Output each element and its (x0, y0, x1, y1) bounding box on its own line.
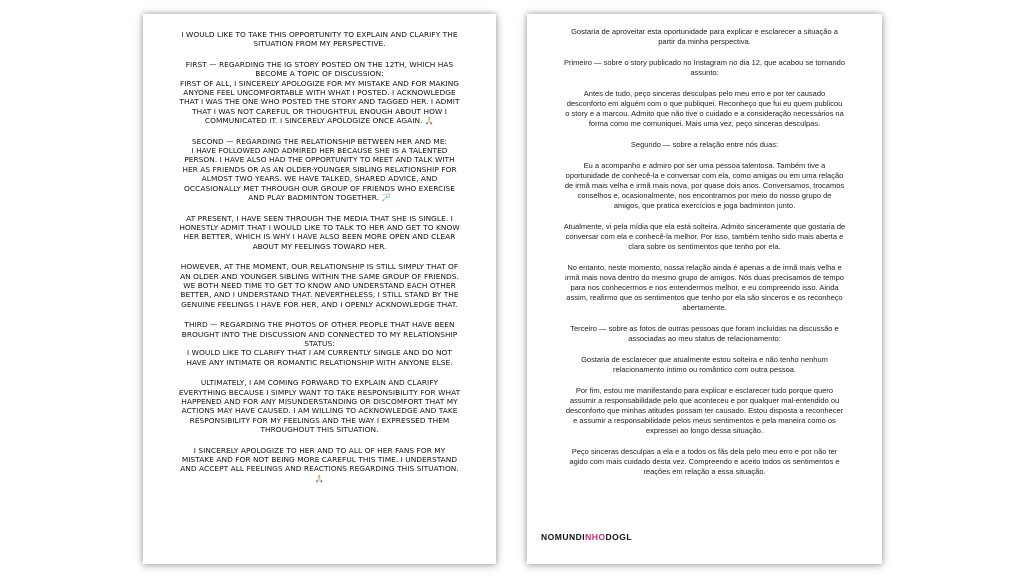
statement-line: clara sobre os sentimentos que tenho por ela. (628, 242, 781, 251)
statement-line: Primeiro — sobre o story publicado no Instagram no dia 12, que acabou se tornando (563, 58, 845, 67)
statement-line: THROUGHOUT THIS SITUATION. (260, 425, 379, 435)
statement-line: irmã mais nova dentro do mesmo grupo de amigos. Nós duas precisamos de tempo (565, 273, 844, 282)
statement-line: THAT I WAS NOT CAREFUL OR THOUGHTFUL ENOUGH ABOUT HOW I (192, 106, 447, 116)
statement-line: para nos conhecermos e nos entendermos melhor, e eu compreendo isso. Ainda (570, 283, 839, 292)
statement-line: GENUINE FEELINGS I HAVE FOR HER, AND I OPENLY ACKNOWLEDGE THAT. (181, 299, 458, 309)
statement-line: No entanto, neste momento, nossa relação ainda é apenas a de irmã mais velha e (567, 263, 842, 272)
statement-line: COMMUNICATED IT. I SINCERELY APOLOGIZE ONCE AGAIN. 🙏🏻 (204, 116, 435, 126)
statement-line: PERSON. I HAVE ALSO HAD THE OPPORTUNITY TO MEET AND TALK WITH (184, 155, 455, 165)
statement-line: I WOULD LIKE TO TAKE THIS OPPORTUNITY TO EXPLAIN AND CLARIFY THE (181, 30, 458, 39)
statement-line: WE BOTH NEED TIME TO GET TO KNOW AND UNDERSTAND EACH OTHER (183, 280, 456, 290)
statement-line: SITUATION FROM MY PERSPECTIVE. (253, 39, 386, 49)
statement-line: de irmã mais velha e irmã mais nova, por quase dois anos. Conversamos, trocamos (564, 181, 845, 190)
statement-paragraph (542, 58, 867, 78)
statement-paragraph (157, 446, 482, 484)
logo-text-part-1: NOMUNDI (541, 532, 586, 542)
statement-paragraph (542, 222, 867, 252)
statement-paragraph (542, 324, 867, 344)
portuguese-statement-page (527, 14, 882, 564)
statement-line: reações em relação a essa situação. (643, 467, 766, 476)
statement-line: HER AS FRIENDS OR AS AN OLDER-YOUNGER SIBLING RELATIONSHIP FOR (182, 164, 457, 174)
statement-line: oportunidade de conhecê-la e conversar com ela, como amigas ou em uma relação (565, 171, 844, 180)
statement-line: ANYONE FEEL UNCOMFORTABLE WITH WHAT I POSTED. I ACKNOWLEDGE (183, 88, 456, 98)
statement-line: abertamente. (682, 303, 727, 312)
logo-text-part-2: NHO (585, 532, 606, 542)
statement-line: relacionamento íntimo ou romântico com outra pessoa. (612, 365, 796, 374)
statement-line: Gostaria de aproveitar esta oportunidade para explicar e esclarecer a situação a (571, 27, 838, 36)
statement-line: STATUS: (304, 338, 335, 348)
statement-line: BECOME A TOPIC OF DISCUSSION: (255, 69, 384, 79)
statement-line: EVERYTHING BECAUSE I SIMPLY WANT TO TAKE RESPONSIBILITY FOR WHAT (178, 387, 461, 397)
statement-paragraph (157, 137, 482, 203)
statement-line: ACTIONS MAY HAVE CAUSED. I AM WILLING TO ACKNOWLEDGE AND TAKE (181, 406, 458, 416)
statement-line: Gostaria de esclarecer que atualmente estou solteira e não tenho nenhum (581, 355, 828, 364)
statement-line: ABOUT MY FEELINGS TOWARD HER. (252, 241, 387, 251)
english-statement-page (143, 14, 496, 564)
statement-paragraph (157, 214, 482, 252)
statement-line: AND ACCEPT ALL FEELINGS AND REACTIONS REGARDING THIS SITUATION. (180, 464, 459, 474)
statement-paragraph (157, 30, 482, 49)
statement-paragraph (542, 161, 867, 211)
portuguese-statement-body (542, 27, 867, 477)
statement-line: SECOND — REGARDING THE RELATIONSHIP BETWEEN HER AND ME: (191, 136, 448, 146)
statement-line: BETTER, AND I UNDERSTAND THAT. NEVERTHELESS, I STILL STAND BY THE (180, 290, 459, 300)
statement-line: forma como me comuniquei. Mais uma vez, peço sinceras desculpas. (588, 119, 821, 128)
statement-line: Atualmente, vi pela mídia que ela está solteira. Admito sinceramente que gostaria de (563, 222, 846, 231)
statement-paragraph (542, 140, 867, 150)
statement-line: THIRD — REGARDING THE PHOTOS OF OTHER PEOPLE THAT HAVE BEEN (184, 320, 455, 330)
statement-line: desconforto que minhas atitudes possam ter causado. Estou disposta a reconhecer (565, 406, 844, 415)
statement-line: I HAVE FOLLOWED AND ADMIRED HER BECAUSE SHE IS A TALENTED (191, 146, 448, 156)
statement-line: HAVE ANY INTIMATE OR ROMANTIC RELATIONSHIP WITH ANYONE ELSE. (186, 357, 453, 367)
statement-paragraph (542, 355, 867, 375)
statement-line: THAT I WAS THE ONE WHO POSTED THE STORY AND TAGGED HER. I ADMIT (179, 97, 460, 107)
statement-paragraph (542, 89, 867, 129)
statement-line: BROUGHT INTO THE DISCUSSION AND CONNECTED TO MY RELATIONSHIP (181, 329, 458, 339)
statement-line: expressei ao longo dessa situação. (645, 426, 764, 435)
statement-line: associadas ao meu status de relacionamento: (628, 334, 781, 343)
statement-line: HONESTLY ADMIT THAT I WOULD LIKE TO TALK TO HER AND GET TO KNOW (179, 222, 460, 232)
statement-paragraph (542, 27, 867, 47)
statement-line: o story e a marcou. Admito que não tive o cuidado e a consideração necessários na (565, 109, 844, 118)
statement-line: e assumir a responsabilidade pelos meus sentimentos e pela maneira como os (573, 416, 836, 425)
statement-line: ULTIMATELY, I AM COMING FORWARD TO EXPLAIN AND CLARIFY (200, 378, 439, 388)
statement-line: Antes de tudo, peço sinceras desculpas pelo meu erro e por ter causado (583, 89, 826, 98)
statement-line: ALMOST TWO YEARS. WE HAVE TALKED, SHARED ADVICE, AND (201, 174, 438, 184)
statement-paragraph (542, 263, 867, 313)
statement-line: Peço sinceras desculpas a ela e a todos os fãs dela pelo meu erro e por não ter (571, 447, 838, 456)
statement-line: MISTAKE AND FOR NOT BEING MORE CAREFUL THIS TIME. I UNDERSTAND (181, 455, 458, 465)
statement-paragraph (157, 320, 482, 367)
statement-line: HOWEVER, AT THE MOMENT, OUR RELATIONSHIP IS STILL SIMPLY THAT OF (180, 262, 459, 272)
statement-line: Terceiro — sobre as fotos de outras pessoas que foram incluídas na discussão e (570, 324, 839, 333)
statement-line: agido com mais cuidado desta vez. Compreendo e aceito todos os sentimentos e (569, 457, 840, 466)
statement-line: Segundo — sobre a relação entre nós duas: (630, 140, 779, 149)
statement-line: desconforto em alguém com o que publiquei. Reconheço que fui eu quem publicou (566, 99, 843, 108)
statement-line: FIRST — REGARDING THE IG STORY POSTED ON THE 12TH, WHICH HAS (185, 59, 454, 69)
statement-paragraph (542, 386, 867, 436)
statement-line: assumir a responsabilidade pelo que aconteceu e por qualquer mal-entendido ou (569, 396, 840, 405)
statement-line: I SINCERELY APOLOGIZE TO HER AND TO ALL OF HER FANS FOR MY (193, 445, 446, 455)
statement-line: partir da minha perspectiva. (658, 37, 751, 46)
statement-paragraph (542, 447, 867, 477)
statement-line: AND PLAY BADMINTON TOGETHER. 🏸 (248, 193, 391, 203)
statement-line: I WOULD LIKE TO CLARIFY THAT I AM CURRENTLY SINGLE AND DO NOT (187, 348, 452, 358)
logo-text-part-3: DOGL (605, 532, 633, 542)
statement-line: amigos, que pratica exercícios e joga badminton junto. (613, 201, 796, 210)
statement-line: AT PRESENT, I HAVE SEEN THROUGH THE MEDIA THAT SHE IS SINGLE. I (186, 213, 453, 223)
statement-line: assunto: (690, 68, 719, 77)
statement-line: HAPPENED AND FOR ANY MISUNDERSTANDING OR DISCOMFORT THAT MY (181, 397, 458, 406)
statement-line: conselhos e, ocasionalmente, nos encontramos por meio do nosso grupo de (577, 191, 832, 200)
statement-paragraph (157, 262, 482, 309)
statement-line: Eu a acompanho e admiro por ser uma pessoa talentosa. Também tive a (583, 161, 826, 170)
statement-paragraph (157, 378, 482, 434)
statement-line: AN OLDER AND YOUNGER SIBLING WITHIN THE SAME GROUP OF FRIENDS. (180, 271, 459, 281)
brand-logo (541, 532, 632, 542)
statement-line: conversar com ela e conhecê-la melhor. Por isso, também tenho sido mais aberta e (565, 232, 844, 241)
statement-line: OCCASIONALLY MET THROUGH OUR GROUP OF FRIENDS WHO EXERCISE (184, 183, 455, 193)
statement-line: FIRST OF ALL, I SINCERELY APOLOGIZE FOR MY MISTAKE AND FOR MAKING (179, 78, 460, 88)
statement-line: RESPONSIBILITY FOR MY FEELINGS AND THE WAY I EXPRESSED THEM (189, 415, 450, 425)
statement-paragraph (157, 60, 482, 126)
statement-line: Por fim, estou me manifestando para explicar e esclarecer tudo porque quero (575, 386, 834, 395)
statement-line: 🙏🏻 (314, 473, 325, 483)
statement-line: HER BETTER, WHICH IS WHY I HAVE ALSO BEEN MORE OPEN AND CLEAR (183, 232, 456, 242)
statement-line: assim, reafirmo que os sentimentos que tenho por ela são sinceros e os reconheço (566, 293, 843, 302)
